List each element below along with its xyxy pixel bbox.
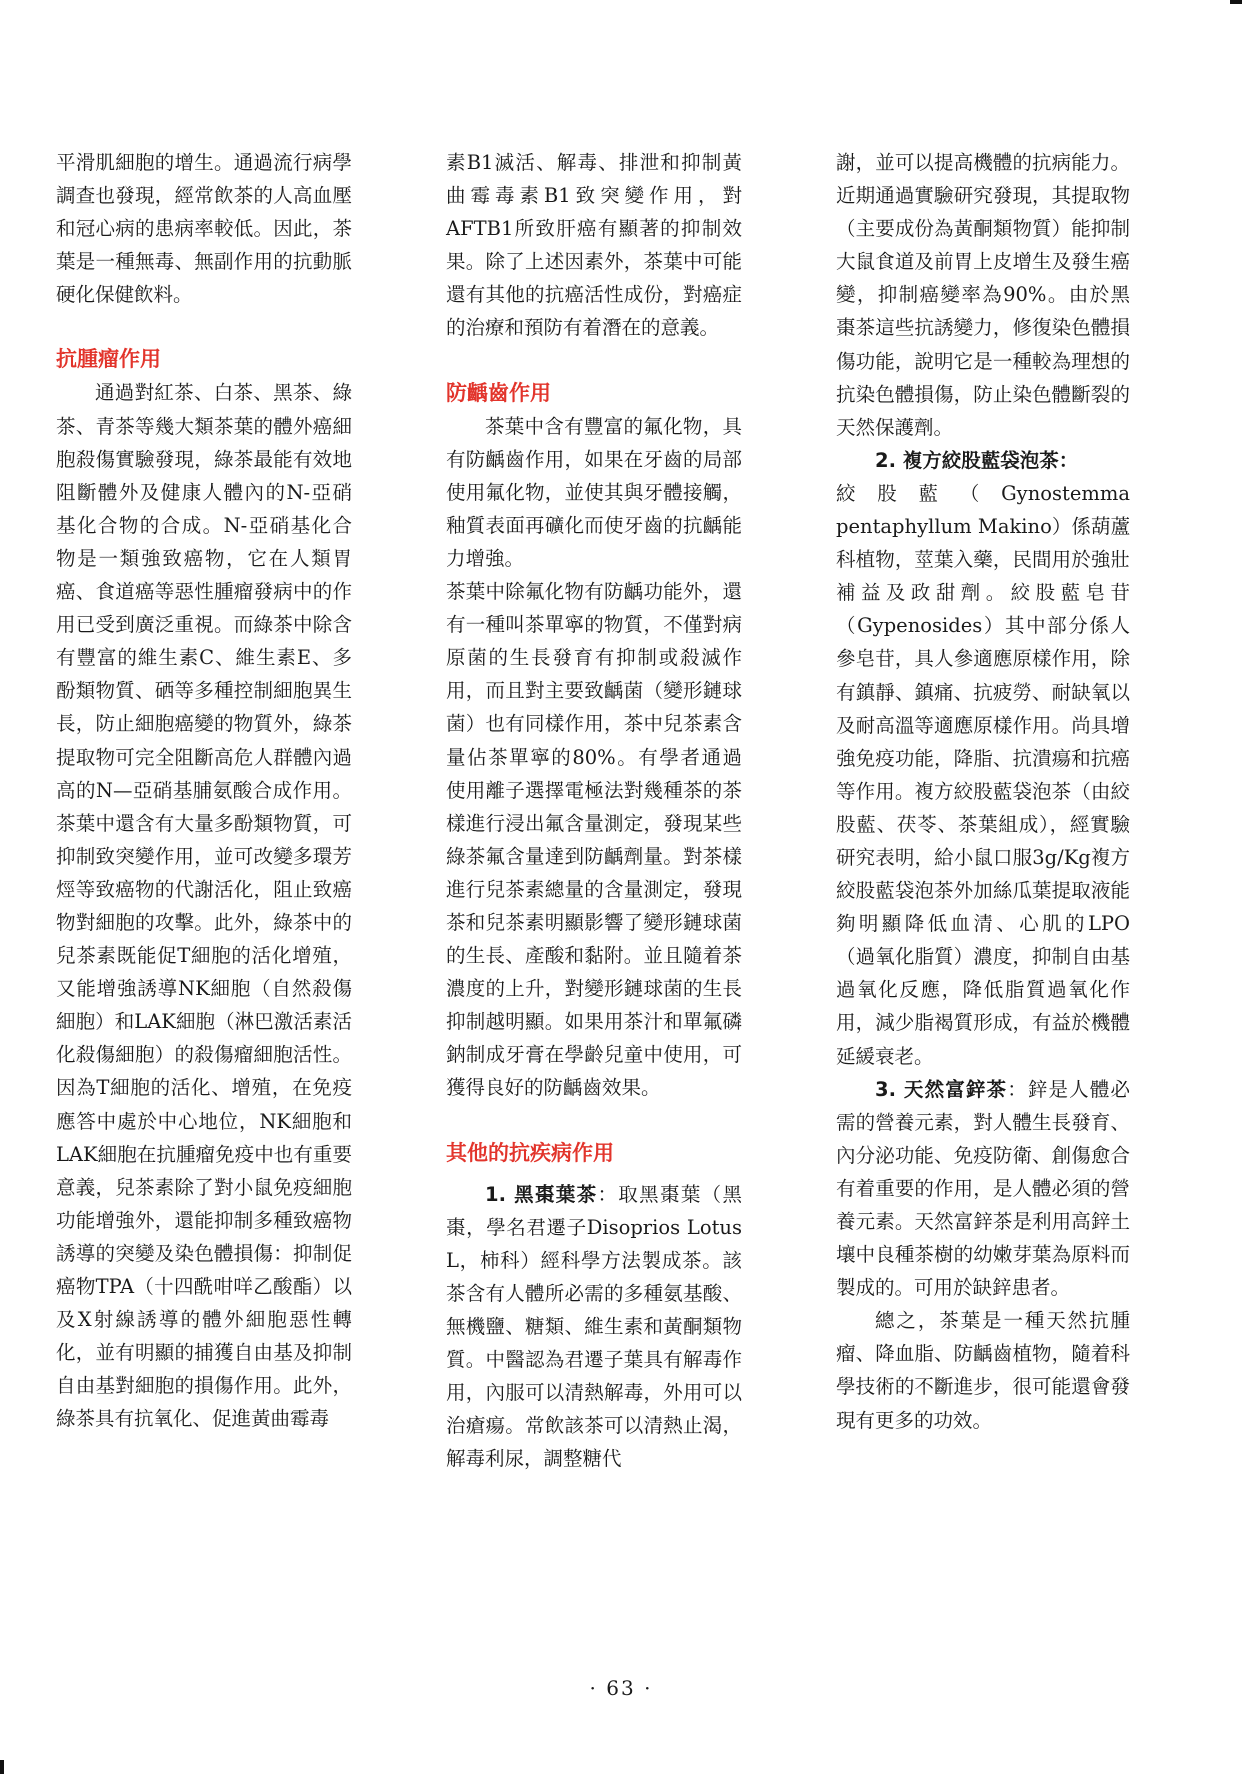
page-number: · 63 · [589,1676,653,1700]
item-1-lead: 1. 黑棗葉茶 [485,1182,598,1206]
column-2 [446,146,742,1475]
paragraph-anti-tumor: 通過對紅茶、白茶、黑茶、綠茶、青茶等幾大類茶葉的體外癌細胞殺傷實驗發現，綠茶最能有效地阻斷體外及健康人體內的N-亞硝基化合物的合成。N-亞硝基化合物是一類強致癌物，它在人類胃癌、食道癌等惡性腫瘤發病中的作用已受到廣泛重視。而綠茶中除含有豐富的維生素C、維生素E、多酚類物質、硒等多種控制細胞異生長，防止細胞癌變的物質外，綠茶提取物可完全阻斷高危人群體內過高的N—亞硝基脯氨酸合成作用。茶葉中還含有大量多酚類物質，可抑制致突變作用，並可改變多環芳烴等致癌物的代謝活化，阻止致癌物對細胞的攻擊。此外，綠茶中的兒茶素既能促T細胞的活化增殖，又能增強誘導NK細胞（自然殺傷細胞）和LAK細胞（淋巴激活素活化殺傷細胞）的殺傷瘤細胞活性。因為T細胞的活化、增殖，在免疫應答中處於中心地位，NK細胞和LAK細胞在抗腫瘤免疫中也有重要意義，兒茶素除了對小鼠免疫細胞功能增強外，還能抑制多種致癌物誘導的突變及染色體損傷：抑制促癌物TPA（十四酰咁咩乙酸酯）以及X射線誘導的體外細胞惡性轉化，並有明顯的捕獲自由基及抑制自由基對細胞的損傷作用。此外，綠茶具有抗氧化、促進黃曲霉毒 [56,381,352,1431]
column-3 [836,146,1130,1437]
heading-anti-caries: 防齲齒作用 [446,380,551,405]
paragraph-item-1 [446,1178,742,1476]
paragraph-caries-2: 茶葉中除氟化物有防齲功能外，還有一種叫茶單寧的物質，不僅對病原菌的生長發育有抑制或殺滅作用，而且對主要致齲菌（變形鏈球菌）也有同樣作用，茶中兒茶素含量佔茶單寧的80%。有學者通過使用離子選擇電極法對幾種茶的茶樣進行浸出氟含量測定，發現某些綠茶氟含量達到防齲劑量。對茶樣進行兒茶素總量的含量測定，發現茶和兒茶素明顯影響了變形鏈球菌的生長、產酸和黏附。並且隨着茶濃度的上升，對變形鏈球菌的生長抑制越明顯。如果用茶汁和單氟磷鈉制成牙膏在學齡兒童中使用，可獲得良好的防齲齒效果。 [446,580,742,1100]
heading-anti-tumor: 抗腫瘤作用 [56,347,161,372]
column-1 [56,146,352,1435]
item-1-text: ：取黑棗葉（黑棗，學名君遷子Disoprios Lotus L，柿科）經科學方法製成茶。該茶含有人體所必需的多種氨基酸、無機鹽、糖類、維生素和黃酮類物質。中醫認為君遷子葉具有解毒作用，內服可以清熱解毒，外用可以治瘡瘍。常飲該茶可以清熱止渴，解毒利尿，調整糖代 [446,1182,742,1471]
paragraph-item-2-lead-line [836,444,1130,477]
item-2-lead: 2. 複方絞股藍袋泡茶： [875,448,1079,472]
scan-edge-mark-bottom-left [0,1760,4,1774]
paragraph-summary: 總之，茶葉是一種天然抗腫瘤、降血脂、防齲齒植物，隨着科學技術的不斷進步，很可能還會發現有更多的功效。 [836,1309,1130,1432]
paragraph-continued: 素B1滅活、解毒、排泄和抑制黃曲霉毒素B1致突變作用，對AFTB1所致肝癌有顯著的抑制效果。除了上述因素外，茶葉中可能還有其他的抗癌活性成份，對癌症的治療和預防有着潛在的意義。 [446,151,742,340]
paragraph-item-3 [836,1073,1130,1305]
paragraph-item-2: 絞股藍（Gynostemma pentaphyllum Makino）係葫蘆科植物，莖葉入藥，民間用於強壯補益及政甜劑。絞股藍皂苷（Gypenosides）其中部分係人參皂苷，具人參適應原樣作用，除有鎮靜、鎮痛、抗疲勞、耐缺氧以及耐高溫等適應原樣作用。尚具增強免疫功能，降脂、抗潰瘍和抗癌等作用。複方絞股藍袋泡茶（由絞股藍、茯苓、茶葉組成），經實驗研究表明，給小鼠口服3g/Kg複方絞股藍袋泡茶外加絲瓜葉提取液能夠明顯降低血清、心肌的LPO（過氧化脂質）濃度，抑制自由基過氧化反應，降低脂質過氧化作用，減少脂褐質形成，有益於機體延緩衰老。 [836,481,1130,1068]
paragraph-caries-1: 茶葉中含有豐富的氟化物，具有防齲齒作用，如果在牙齒的局部使用氟化物，並使其與牙體接觸，釉質表面再礦化而使牙齒的抗齲能力增強。 [446,414,742,570]
item-3-lead: 3. 天然富鋅茶 [875,1077,1008,1101]
heading-other-effects: 其他的抗疾病作用 [446,1140,614,1165]
paragraph-continued: 謝，並可以提高機體的抗病能力。近期通過實驗研究發現，其提取物（主要成份為黃酮類物質）能抑制大鼠食道及前胃上皮增生及發生癌變，抑制癌變率為90%。由於黑棗茶這些抗誘變力，修復染色體損傷功能，說明它是一種較為理想的抗染色體損傷，防止染色體斷裂的天然保護劑。 [836,151,1130,439]
scan-edge-mark-top-right [1230,0,1242,4]
item-3-text: ：鋅是人體必需的營養元素，對人體生長發育、內分泌功能、免疫防衛、創傷愈合有着重要的作用，是人體必須的營養元素。天然富鋅茶是利用高鋅土壤中良種茶樹的幼嫩芽葉為原料而製成的。可用於缺鋅患者。 [836,1077,1130,1300]
paragraph-intro: 平滑肌細胞的增生。通過流行病學調查也發現，經常飲茶的人高血壓和冠心病的患病率較低。因此，茶葉是一種無毒、無副作用的抗動脈硬化保健飲料。 [56,151,352,307]
